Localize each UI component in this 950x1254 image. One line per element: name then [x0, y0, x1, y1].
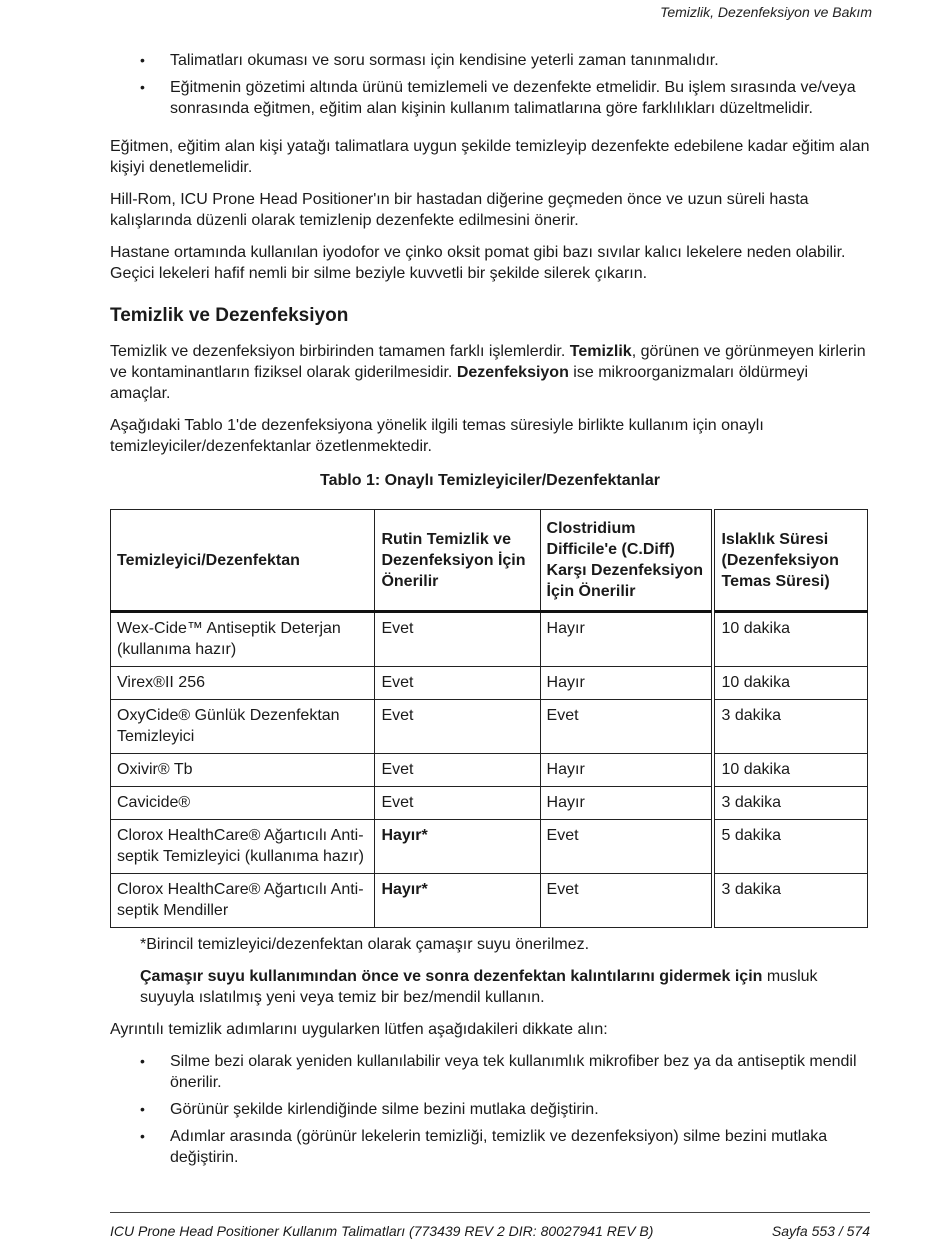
section-heading: Temizlik ve Dezenfeksiyon — [110, 305, 349, 326]
cell-routine: Evet — [375, 787, 540, 820]
table-row — [111, 700, 868, 754]
table-row — [111, 612, 868, 667]
cell-product: Wex-Cide™ Antiseptik Deterjan (kullanıma hazır) — [111, 612, 375, 667]
closing-intro: Ayrıntılı temizlik adımlarını uygularken lütfen aşağıdakileri dikkate alın: — [110, 1021, 608, 1038]
cell-routine: Evet — [375, 700, 540, 754]
header-cdiff: Clostridium Difficile'e (C.Diff) Karşı Dezenfeksiyon İçin Önerilir — [540, 510, 713, 612]
table-header-row — [111, 510, 868, 612]
paragraph: Hill-Rom, ICU Prone Head Positioner'ın bir hastadan diğerine geçmeden önce ve uzun süreli hasta kalışlarında düzenli olarak temizlenip dezenfekte edilmesini önerir. — [110, 191, 809, 229]
footer-page-number: Sayfa 553 / 574 — [771, 1223, 870, 1239]
cell-wet-time: 10 dakika — [713, 667, 867, 700]
cell-cdiff: Hayır — [540, 754, 713, 787]
cell-routine: Hayır* — [375, 874, 540, 928]
cell-product: Cavicide® — [111, 787, 375, 820]
cell-routine: Evet — [375, 612, 540, 667]
cell-cdiff: Evet — [540, 874, 713, 928]
bleach-note: Çamaşır suyu kullanımından önce ve sonra dezenfektan kalıntılarını gidermek için musluk suyuyla ıslatılmış yeni veya temiz bir bez/mendil kullanın. — [140, 968, 818, 1006]
table-row — [111, 754, 868, 787]
cell-cdiff: Evet — [540, 700, 713, 754]
page-content — [110, 50, 870, 1174]
cell-routine: Evet — [375, 667, 540, 700]
paragraph: Eğitmen, eğitim alan kişi yatağı talimatlara uygun şekilde temizleyip dezenfekte edebilene kadar eğitim alan kişiyi denetlemelidir. — [110, 138, 870, 176]
bullet-item: • Görünür şekilde kirlendiğinde silme bezini mutlaka değiştirin. — [110, 1099, 870, 1120]
closing-bullet-list — [110, 1051, 870, 1168]
footer-document-title: ICU Prone Head Positioner Kullanım Talimatları (773439 REV 2 DIR: 80027941 REV B) — [110, 1223, 654, 1239]
footer-divider — [110, 1212, 870, 1213]
footnote: *Birincil temizleyici/dezenfektan olarak çamaşır suyu önerilmez. — [140, 936, 590, 953]
paragraph: Hastane ortamında kullanılan iyodofor ve çinko oksit pomat gibi bazı sıvılar kalıcı lekelere neden olabilir. Geçici lekeleri hafif nemli bir silme beziyle kuvvetli bir şekilde silerek çıkarın. — [110, 244, 846, 282]
cell-product: Virex®II 256 — [111, 667, 375, 700]
cell-wet-time: 10 dakika — [713, 612, 867, 667]
cell-routine: Hayır* — [375, 820, 540, 874]
bullet-item: • Silme bezi olarak yeniden kullanılabilir veya tek kullanımlık mikrofiber bez ya da antiseptik mendil önerilir. — [110, 1051, 870, 1093]
cell-wet-time: 10 dakika — [713, 754, 867, 787]
cell-routine: Evet — [375, 754, 540, 787]
header-routine: Rutin Temizlik ve Dezenfeksiyon İçin Önerilir — [375, 510, 540, 612]
table-title: Tablo 1: Onaylı Temizleyiciler/Dezenfektanlar — [320, 472, 660, 489]
cell-product: OxyCide® Günlük Dezenfektan Temizleyici — [111, 700, 375, 754]
cell-cdiff: Evet — [540, 820, 713, 874]
table-row — [111, 667, 868, 700]
section-intro: Temizlik ve dezenfeksiyon birbirinden tamamen farklı işlemlerdir. Temizlik, görünen ve görünmeyen kirlerin ve kontaminantların fiziksel olarak giderilmesidir. Dezenfeksiyon ise mikroorganizmaları öldürmeyi amaçlar. — [110, 343, 866, 402]
cell-wet-time: 5 dakika — [713, 820, 867, 874]
cell-wet-time: 3 dakika — [713, 787, 867, 820]
table-row — [111, 874, 868, 928]
cell-cdiff: Hayır — [540, 667, 713, 700]
table-row — [111, 787, 868, 820]
bullet-item: • Eğitmenin gözetimi altında ürünü temizlemeli ve dezenfekte etmelidir. Bu işlem sırasında ve/veya sonrasında eğitmen, eğitim alan kişinin kullanım talimatlarına göre farklılıkları düzeltmelidir. — [110, 77, 870, 119]
header-wet-time: Islaklık Süresi (Dezenfeksiyon Temas Süresi) — [713, 510, 867, 612]
bullet-item: • Talimatları okuması ve soru sorması için kendisine yeterli zaman tanınmalıdır. — [110, 50, 870, 71]
cell-product: Clorox HealthCare® Ağartıcılı Anti-septik Mendiller — [111, 874, 375, 928]
running-header: Temizlik, Dezenfeksiyon ve Bakım — [660, 4, 872, 20]
cell-wet-time: 3 dakika — [713, 874, 867, 928]
cell-product: Oxivir® Tb — [111, 754, 375, 787]
cell-product: Clorox HealthCare® Ağartıcılı Anti-septik Temizleyici (kullanıma hazır) — [111, 820, 375, 874]
cell-cdiff: Hayır — [540, 787, 713, 820]
header-cleaner: Temizleyici/Dezenfektan — [111, 510, 375, 612]
table-row — [111, 820, 868, 874]
cell-wet-time: 3 dakika — [713, 700, 867, 754]
table-intro: Aşağıdaki Tablo 1'de dezenfeksiyona yönelik ilgili temas süresiyle birlikte kullanım için onaylı temizleyiciler/dezenfektanlar özetlenmektedir. — [110, 417, 764, 455]
cell-cdiff: Hayır — [540, 612, 713, 667]
bullet-item: • Adımlar arasında (görünür lekelerin temizliği, temizlik ve dezenfeksiyon) silme bezini mutlaka değiştirin. — [110, 1126, 870, 1168]
top-bullet-list — [110, 50, 870, 119]
cleaners-table — [110, 509, 868, 928]
table-body — [111, 612, 868, 928]
